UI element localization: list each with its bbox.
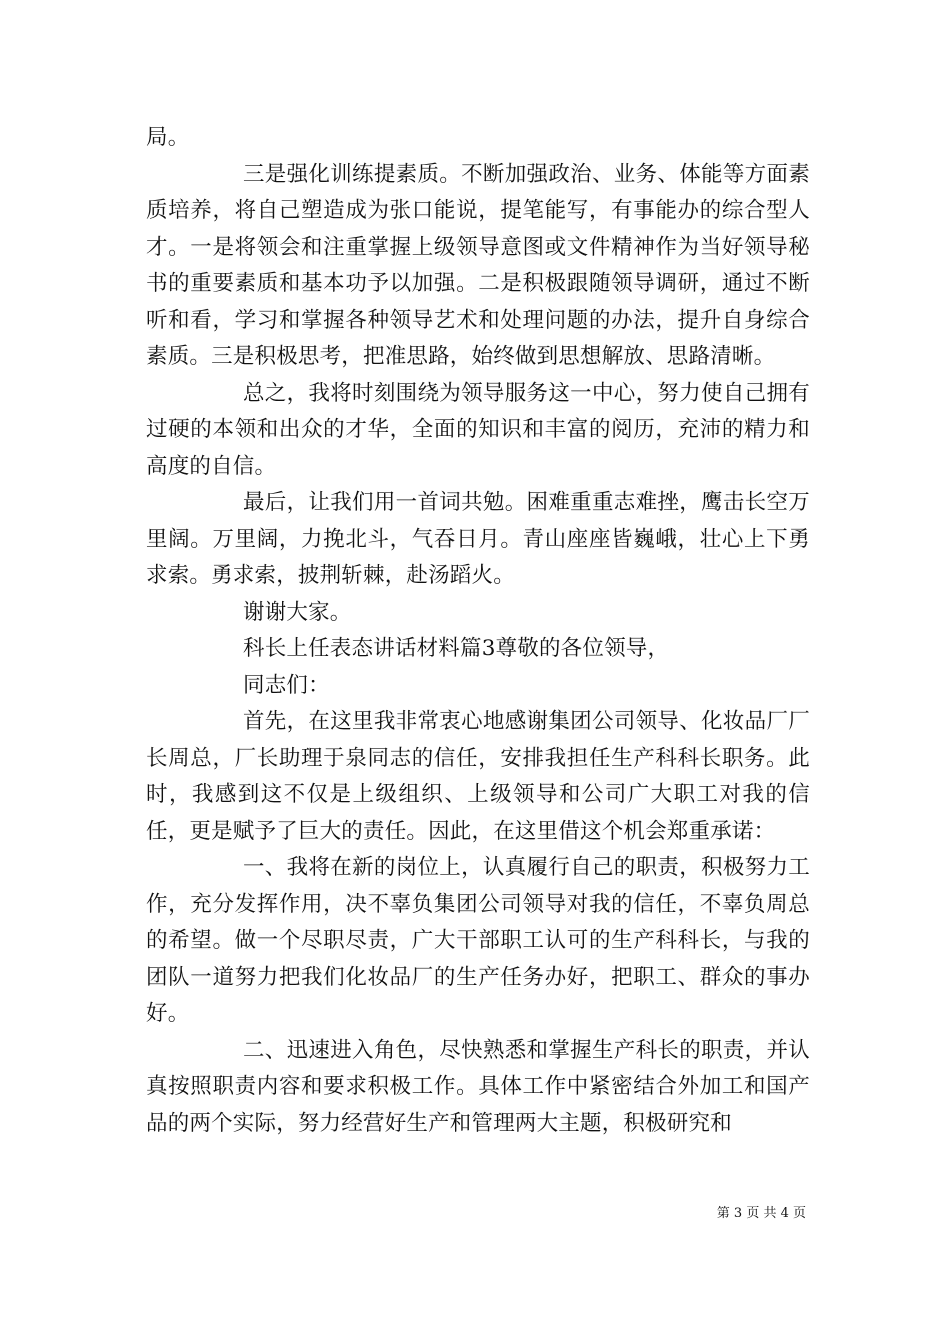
section-heading: 科长上任表态讲话材料篇3尊敬的各位领导，: [243, 636, 670, 661]
paragraph-commitment-one: 一、我将在新的岗位上，认真履行自己的职责，积极努力工作，充分发挥作用，决不辜负集团公司领导对我的信任，不辜负周总的希望。做一个尽职尽责，广大干部职工认可的生产科科长，与我的团队一道努力把我们化妆品厂的生产任务办好，把职工、群众的事办好。: [146, 855, 810, 1026]
paragraph-commitment-two: 二、迅速进入角色，尽快熟悉和掌握生产科长的职责，并认真按照职责内容和要求积极工作。具体工作中紧密结合外加工和国产品的两个实际，努力经营好生产和管理两大主题，积极研究和: [146, 1037, 810, 1136]
salutation: 同志们：: [243, 672, 330, 698]
page-number: 第 3 页 共 4 页: [716, 1206, 806, 1221]
paragraph-training: 三是强化训练提素质。不断加强政治、业务、体能等方面素质培养，将自己塑造成为张口能说，提笔能写，有事能办的综合型人才。一是将领会和注重掌握上级领导意图或文件精神作为当好领导秘书的重要素质和基本功予以加强。二是积极跟随领导调研，通过不断听和看，学习和掌握各种领导艺术和处理问题的办法，提升自身综合素质。三是积极思考，把准思路，始终做到思想解放、思路清晰。: [146, 161, 810, 369]
paragraph-thanks: 谢谢大家。: [243, 599, 352, 625]
paragraph-gratitude: 首先，在这里我非常衷心地感谢集团公司领导、化妆品厂厂长周总，厂长助理于泉同志的信任，安排我担任生产科科长职务。此时，我感到这不仅是上级组织、上级领导和公司广大职工对我的信任，更是赋予了巨大的责任。因此，在这里借这个机会郑重承诺：: [146, 709, 810, 844]
paragraph-poem: 最后，让我们用一首词共勉。困难重重志难挫，鹰击长空万里阔。万里阔，力挽北斗，气吞日月。青山座座皆巍峨，壮心上下勇求索。勇求索，披荆斩棘，赴汤蹈火。: [146, 490, 810, 588]
paragraph-continuation: 局。: [146, 125, 190, 150]
paragraph-summary: 总之，我将时刻围绕为领导服务这一中心，努力使自己拥有过硬的本领和出众的才华，全面的知识和丰富的阅历，充沛的精力和高度的自信。: [146, 380, 810, 479]
document-body: [146, 120, 810, 1142]
